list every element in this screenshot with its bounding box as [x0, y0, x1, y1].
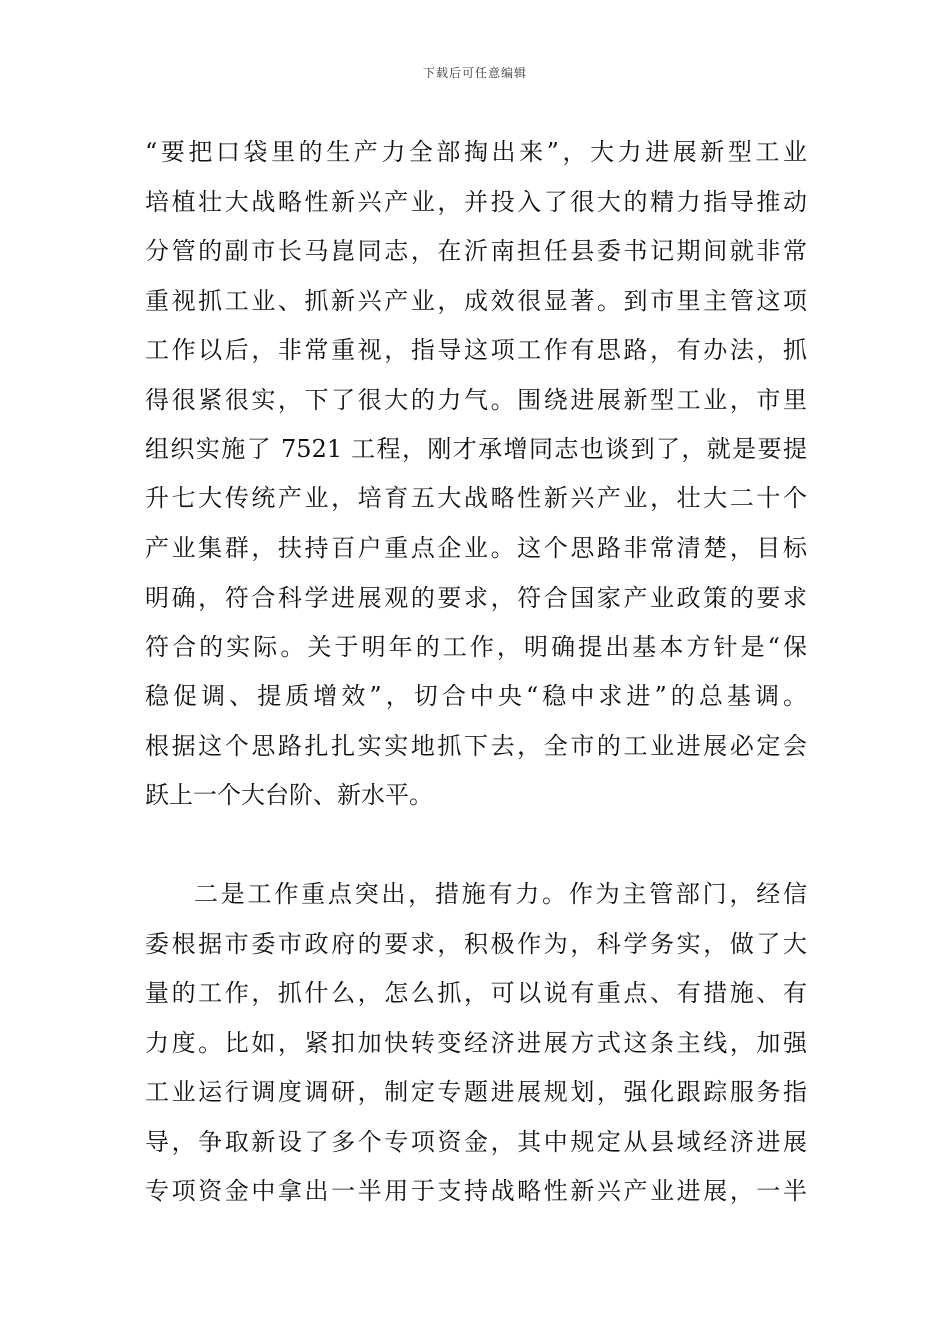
- paragraph-line: 根据这个思路扎扎实实地抓下去，全市的工业进展必定会: [145, 732, 807, 760]
- paragraph-line: 委根据市委市政府的要求，积极作为，科学务实，做了大: [145, 930, 807, 958]
- paragraph-line: 重视抓工业、抓新兴产业，成效很显著。到市里主管这项: [145, 287, 807, 315]
- page-header: 下载后可任意编辑: [422, 66, 527, 80]
- paragraph-line: 量的工作，抓什么，怎么抓，可以说有重点、有措施、有: [145, 979, 807, 1007]
- paragraph-line: 产业集群，扶持百户重点企业。这个思路非常清楚，目标: [145, 534, 807, 562]
- paragraph-line: 得很紧很实，下了很大的力气。围绕进展新型工业，市里: [145, 386, 807, 414]
- paragraph-line: 升七大传统产业，培育五大战略性新兴产业，壮大二十个: [145, 484, 807, 512]
- paragraph-line: 明确，符合科学进展观的要求，符合国家产业政策的要求: [145, 584, 807, 612]
- paragraph-line: 专项资金中拿出一半用于支持战略性新兴产业进展，一半: [145, 1177, 807, 1205]
- paragraph-line: “要把口袋里的生产力全部掏出来”，大力进展新型工业: [145, 138, 807, 166]
- paragraph-line: 导，争取新设了多个专项资金，其中规定从县域经济进展: [145, 1128, 807, 1156]
- paragraph-line: 稳促调、提质增效”，切合中央“稳中求进”的总基调。: [145, 682, 807, 710]
- paragraph-line: 培植壮大战略性新兴产业，并投入了很大的精力指导推动: [145, 188, 807, 216]
- paragraph-line: 跃上一个大台阶、新水平。: [145, 781, 433, 809]
- paragraph-line: 分管的副市长马崑同志，在沂南担任县委书记期间就非常: [145, 237, 807, 265]
- paragraph-line: 工作以后，非常重视，指导这项工作有思路，有办法，抓: [145, 336, 807, 364]
- paragraph-line: 工业运行调度调研，制定专题进展规划，强化跟踪服务指: [145, 1078, 807, 1106]
- paragraph-line: 力度。比如，紧扣加快转变经济进展方式这条主线，加强: [145, 1029, 807, 1057]
- paragraph-line: 二是工作重点突出，措施有力。作为主管部门，经信: [194, 880, 807, 908]
- paragraph-line: 符合的实际。关于明年的工作，明确提出基本方针是“保: [145, 633, 807, 661]
- paragraph-line: 组织实施了 7521 工程，刚才承增同志也谈到了，就是要提: [145, 435, 807, 463]
